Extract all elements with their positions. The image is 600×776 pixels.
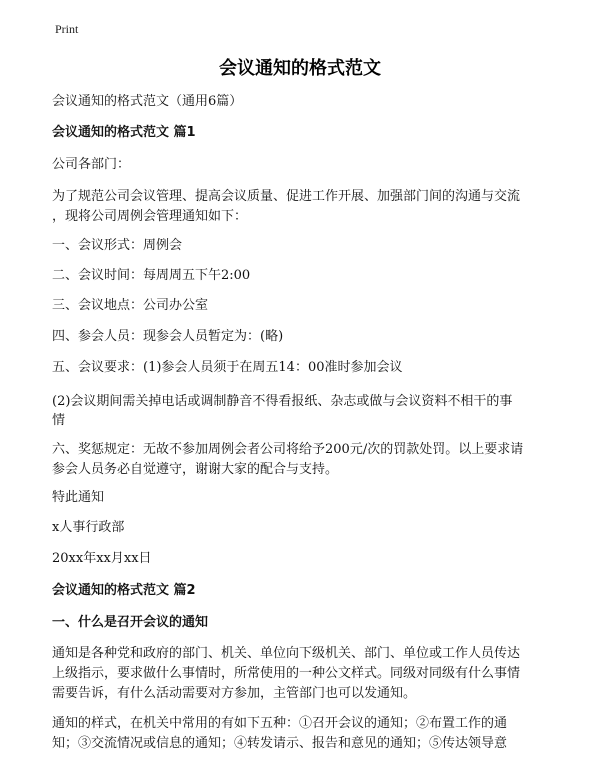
paragraph: 知；③交流情况或信息的通知；④转发请示、报告和意见的通知；⑤传达领导意: [52, 736, 508, 751]
section-2-heading: 会议通知的格式范文 篇2: [52, 583, 196, 598]
paragraph: ，现将公司周例会管理通知如下：: [52, 209, 248, 224]
paragraph: 20xx年xx月xx日: [52, 551, 152, 566]
paragraph: 通知是各种党和政府的部门、机关、单位向下级机关、部门、单位或工作人员传达: [52, 646, 521, 661]
paragraph: (2)会议期间需关掉电话或调制静音不得看报纸、杂志或做与会议资料不相干的事: [52, 394, 513, 409]
paragraph: 公司各部门：: [52, 157, 131, 172]
section-2-subheading: 一、什么是召开会议的通知: [52, 615, 209, 630]
paragraph: 六、奖惩规定：无故不参加周例会者公司将给予200元/次的罚款处罚。以上要求请: [52, 442, 524, 457]
paragraph: 通知的样式，在机关中常用的有如下五种：①召开会议的通知；②布置工作的通: [52, 716, 508, 731]
paragraph: 一、会议形式：周例会: [52, 238, 183, 253]
paragraph: 二、会议时间：每周周五下午2:00: [52, 268, 251, 283]
paragraph: 五、会议要求：(1)参会人员须于在周五14：00准时参加会议: [52, 360, 403, 375]
paragraph: 三、会议地点：公司办公室: [52, 298, 209, 313]
print-link[interactable]: Print: [55, 22, 79, 36]
document-subtitle: 会议通知的格式范文（通用6篇）: [52, 94, 243, 109]
document-title: 会议通知的格式范文: [219, 58, 381, 79]
paragraph: 为了规范公司会议管理、提高会议质量、促进工作开展、加强部门间的沟通与交流: [52, 189, 521, 204]
paragraph: 情: [52, 413, 66, 428]
paragraph: 需要告诉，有什么活动需要对方参加，主管部门也可以发通知。: [52, 686, 417, 701]
paragraph: 参会人员务必自觉遵守，谢谢大家的配合与支持。: [52, 462, 339, 477]
paragraph: 四、参会人员：现参会人员暂定为：(略): [52, 329, 284, 344]
paragraph: x人事行政部: [52, 520, 125, 535]
paragraph: 特此通知: [52, 490, 105, 505]
paragraph: 上级指示，要求做什么事情时，所常使用的一种公文样式。同级对同级有什么事情: [52, 666, 521, 681]
section-1-heading: 会议通知的格式范文 篇1: [52, 125, 196, 140]
